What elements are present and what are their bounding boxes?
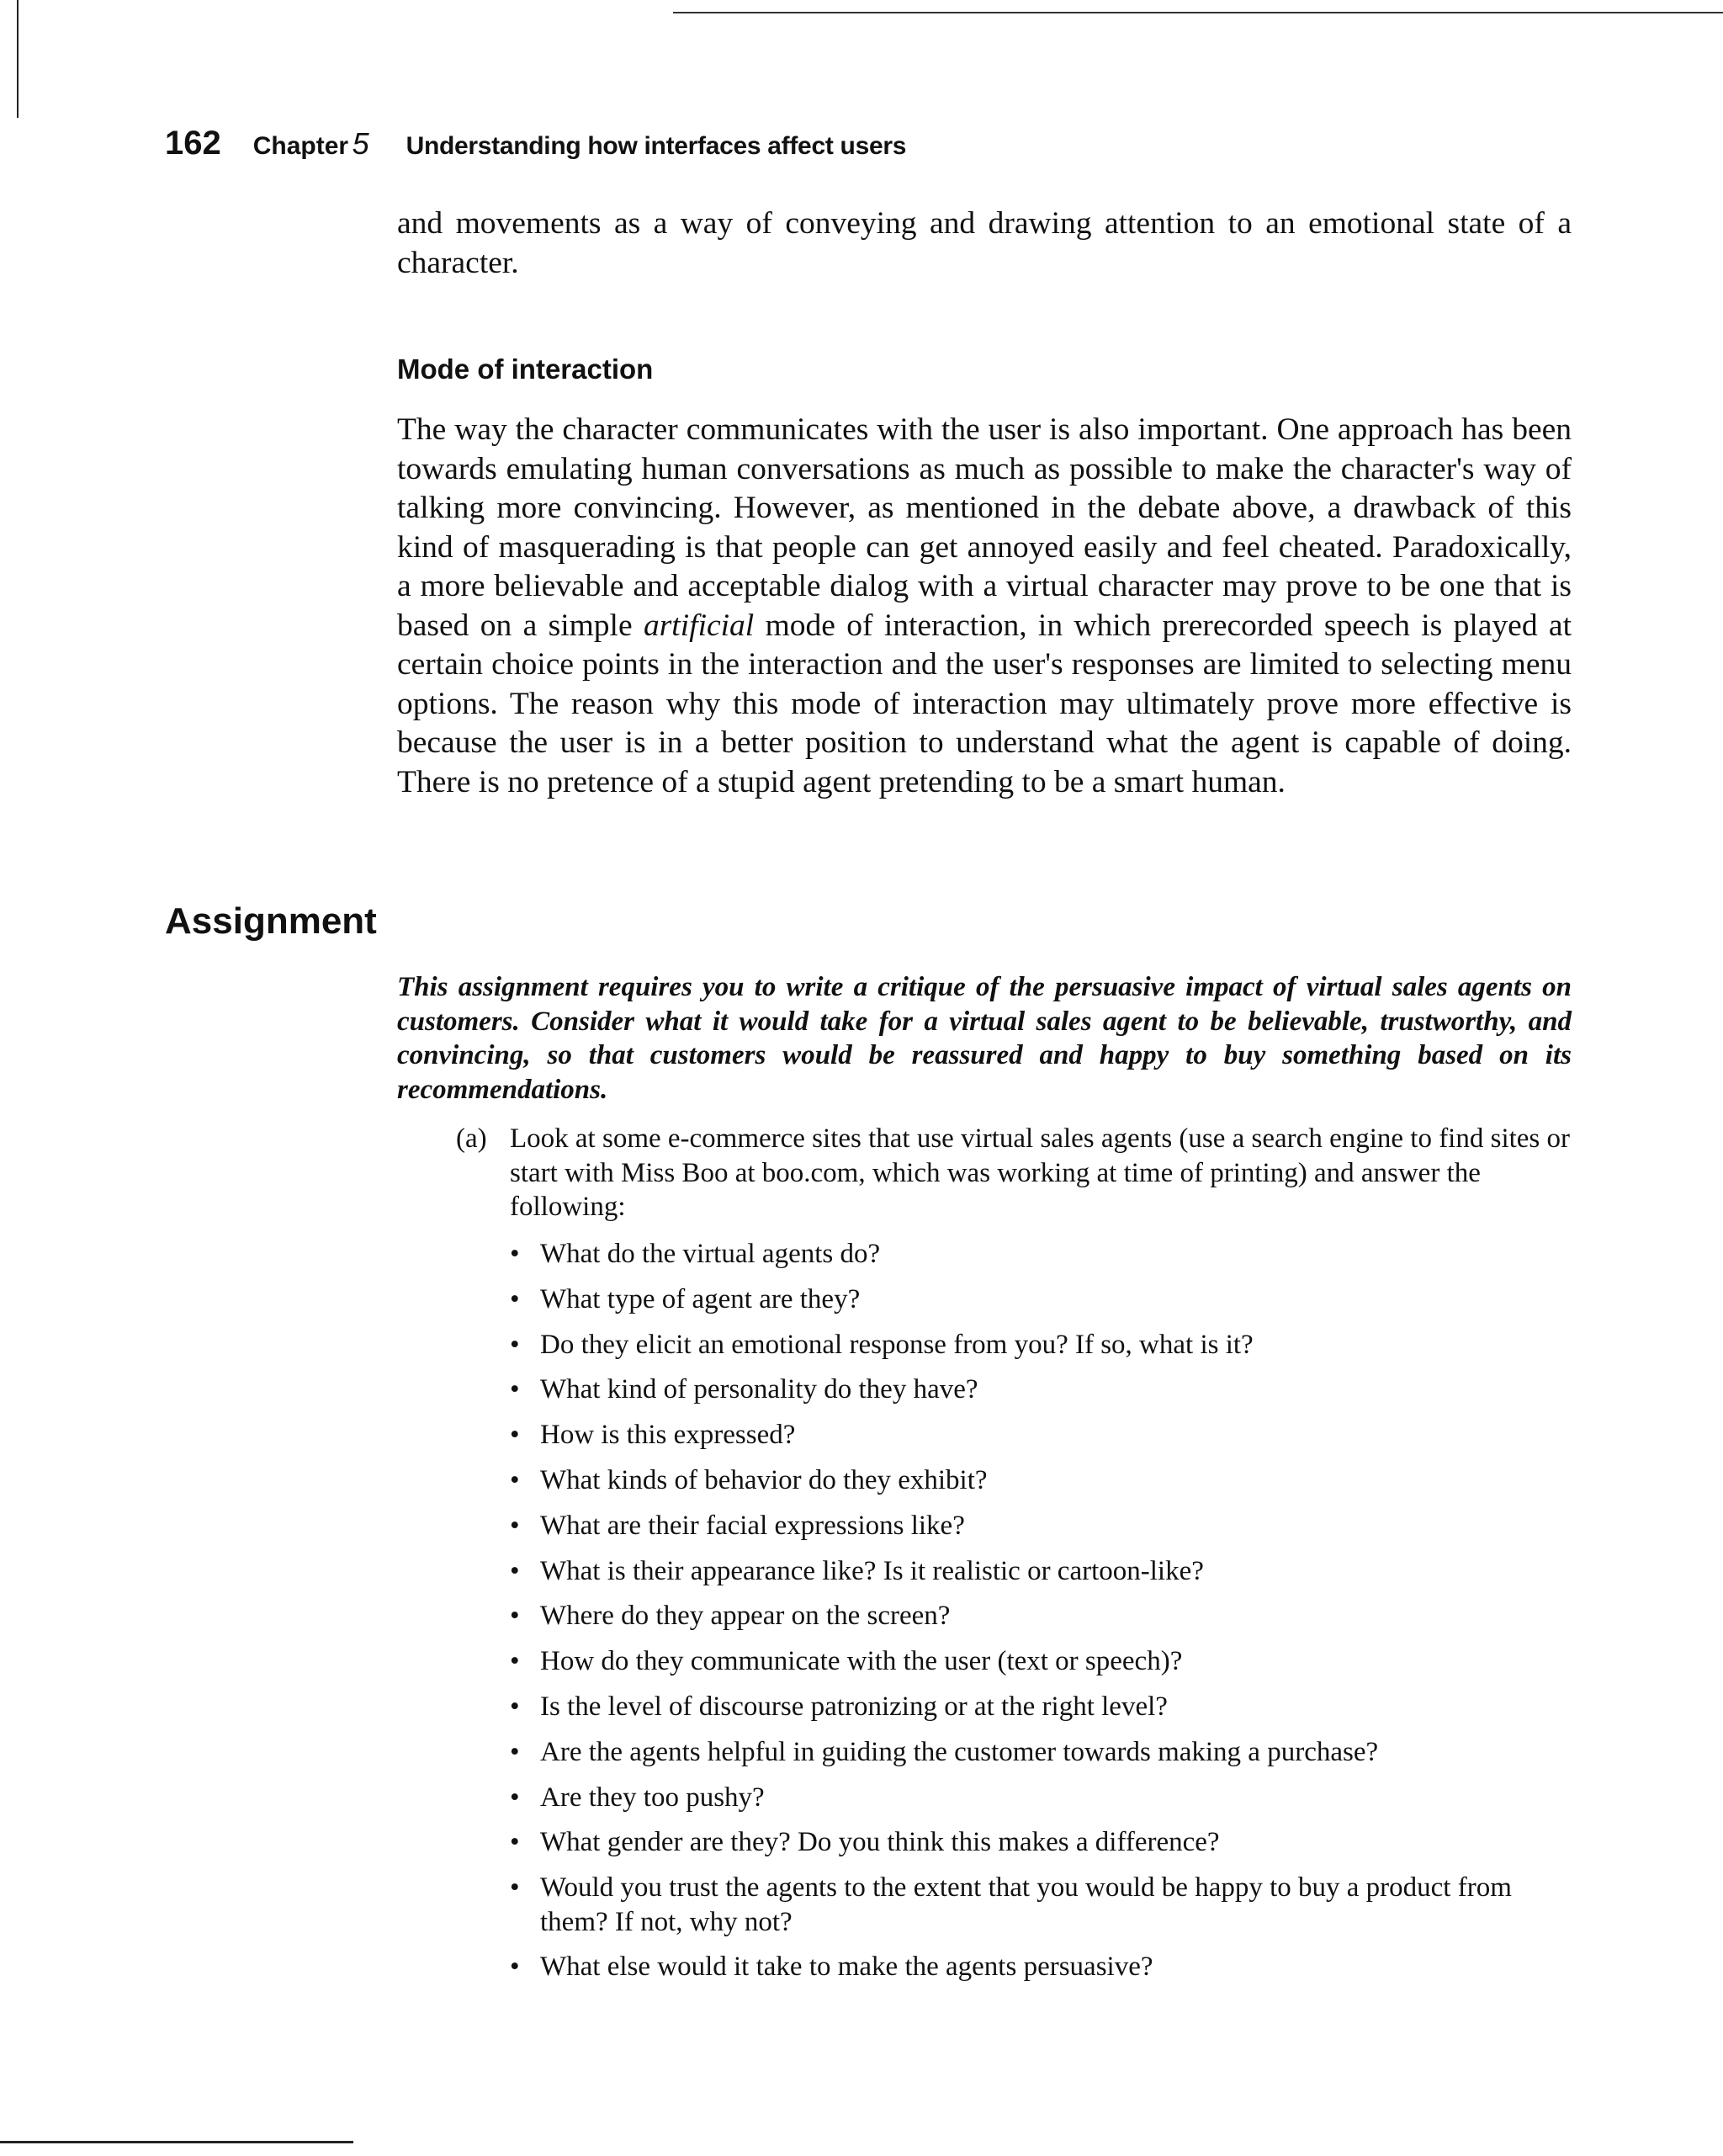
part-a-text: Look at some e-commerce sites that use virtual sales agents (use a search engine to find sites or start with Miss Boo at boo.com, which was working at time of printing) and answer the following: [510, 1123, 1571, 1222]
question-item [510, 1373, 1572, 1407]
top-rule [673, 12, 1723, 13]
bullet-icon: • [510, 1239, 520, 1269]
bullet-icon: • [510, 1374, 520, 1405]
assignment-heading: Assignment [165, 900, 377, 942]
bullet-icon: • [510, 1872, 520, 1904]
question-text: What type of agent are they? [540, 1283, 861, 1314]
question-item [510, 1237, 1572, 1272]
question-text: Would you trust the agents to the extent that you would be happy to buy a product from them? If not, why not? [540, 1872, 1512, 1937]
question-item [510, 1871, 1572, 1939]
bullet-icon: • [510, 1283, 520, 1314]
question-item [510, 1599, 1572, 1633]
question-text: What are their facial expressions like? [540, 1510, 965, 1541]
question-text: What kind of personality do they have? [540, 1374, 978, 1405]
bullet-icon: • [510, 1464, 520, 1495]
bullet-icon: • [510, 1691, 520, 1722]
question-text: How do they communicate with the user (text or speech)? [540, 1646, 1183, 1677]
chapter-title: Understanding how interfaces affect users [406, 132, 907, 160]
question-text: Where do they appear on the screen? [540, 1601, 951, 1632]
part-a-label: (a) [456, 1123, 487, 1154]
question-item [510, 1463, 1572, 1498]
mode-paragraph-part-1: The way the character communicates with the user is also important. One approach has been towards emulating human conversations as much as possible to make the character's way of talking more convincing. However, as mentioned in the debate above, a drawback of this kind of masquerading is that people can get annoyed easily and feel cheated. Paradoxically, a more believable and acceptable dialog with a virtual character may prove to be one that is based on a simple [397, 412, 1572, 643]
bullet-icon: • [510, 1952, 520, 1983]
assignment-part-a [456, 1122, 1572, 1224]
question-item [510, 1509, 1572, 1543]
running-head [165, 125, 906, 162]
page-number: 162 [165, 125, 221, 162]
question-item [510, 1554, 1572, 1589]
bullet-icon: • [510, 1329, 520, 1360]
question-item [510, 1825, 1572, 1860]
bullet-icon: • [510, 1827, 520, 1858]
question-item [510, 1950, 1572, 1984]
left-margin-rule [17, 0, 19, 118]
question-text: Are they too pushy? [540, 1782, 765, 1813]
mode-of-interaction-heading: Mode of interaction [397, 353, 654, 385]
question-item [510, 1781, 1572, 1815]
bullet-icon: • [510, 1646, 520, 1677]
question-item [510, 1735, 1572, 1770]
intro-paragraph-block [397, 204, 1572, 283]
question-text: Is the level of discourse patronizing or at the right level? [540, 1691, 1168, 1722]
chapter-number: 5 [352, 126, 369, 161]
question-text: What gender are they? Do you think this makes a difference? [540, 1827, 1220, 1858]
question-text: Do they elicit an emotional response from you? If so, what is it? [540, 1329, 1254, 1360]
question-text: What kinds of behavior do they exhibit? [540, 1464, 988, 1495]
chapter-label: Chapter [252, 132, 349, 160]
assignment-intro-block [397, 970, 1572, 1107]
question-text: What do the virtual agents do? [540, 1239, 881, 1269]
mode-paragraph [397, 411, 1572, 802]
mode-paragraph-block [397, 411, 1572, 802]
mode-paragraph-emphasis: artificial [643, 608, 755, 643]
question-text: Are the agents helpful in guiding the customer towards making a purchase? [540, 1736, 1379, 1767]
intro-paragraph: and movements as a way of conveying and drawing attention to an emotional state of a character. [397, 206, 1572, 280]
question-item [510, 1690, 1572, 1724]
bullet-icon: • [510, 1782, 520, 1813]
question-text: What is their appearance like? Is it realistic or cartoon-like? [540, 1555, 1204, 1586]
question-text: What else would it take to make the agents persuasive? [540, 1952, 1153, 1983]
question-item [510, 1644, 1572, 1679]
bottom-rule [0, 2141, 353, 2143]
bullet-icon: • [510, 1510, 520, 1541]
assignment-intro: This assignment requires you to write a critique of the persuasive impact of virtual sales agents on customers. Consider what it would take for a virtual sales agent to be believable, trustworthy, and convincing, so that customers would be reassured and happy to buy something based on its recommendations. [397, 972, 1572, 1105]
question-item [510, 1328, 1572, 1362]
bullet-icon: • [510, 1601, 520, 1632]
mode-paragraph-part-2: mode of interaction, in which prerecorded speech is played at certain choice points in the interaction and the user's responses are limited to selecting menu options. The reason why this mode of interaction may ultimately prove more effective is because the user is in a better position to understand what the agent is capable of doing. There is no pretence of a stupid agent pretending to be a smart human. [397, 608, 1572, 799]
question-item [510, 1418, 1572, 1452]
question-list [510, 1237, 1572, 1995]
bullet-icon: • [510, 1555, 520, 1586]
bullet-icon: • [510, 1736, 520, 1767]
bullet-icon: • [510, 1420, 520, 1451]
question-item [510, 1282, 1572, 1317]
question-text: How is this expressed? [540, 1420, 796, 1451]
